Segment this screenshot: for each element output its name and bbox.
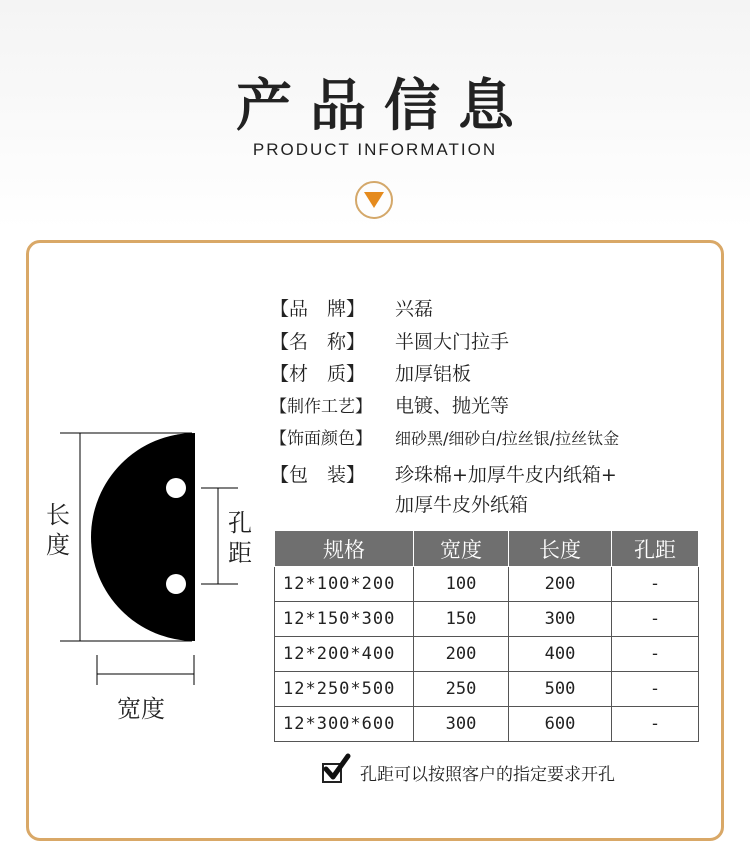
table-cell: 250 [414,672,509,707]
info-row-name [270,327,509,354]
table-row [275,567,699,602]
table-cell: 200 [414,637,509,672]
info-row-finish [270,424,619,449]
info-row-material [270,359,471,386]
length-label: 长度 [46,501,70,559]
hole-distance-label: 孔距 [228,509,252,567]
info-value: 细砂黑/细砂白/拉丝银/拉丝钛金 [395,429,620,448]
table-row [275,707,699,742]
table-cell: 600 [509,707,612,742]
table-cell: 100 [414,567,509,602]
table-cell: - [612,602,699,637]
info-row-packaging-cont [395,490,528,517]
table-cell: 200 [509,567,612,602]
column-header: 宽度 [414,531,509,567]
table-cell: 12*200*400 [275,637,414,672]
spec-table [274,530,699,742]
table-row [275,672,699,707]
info-label: 【材 质】 [270,363,366,385]
table-cell: 400 [509,637,612,672]
table-cell: 500 [509,672,612,707]
page-subtitle: PRODUCT INFORMATION [252,140,498,159]
info-row-packaging [270,460,617,487]
info-value: 半圆大门拉手 [395,331,510,353]
info-label: 【包 装】 [270,464,366,486]
column-header: 长度 [509,531,612,567]
table-cell: 12*100*200 [275,567,414,602]
table-cell: 300 [509,602,612,637]
table-cell: - [612,707,699,742]
column-header: 孔距 [612,531,699,567]
table-cell: - [612,637,699,672]
down-arrow-icon [355,181,393,219]
table-cell: 12*150*300 [275,602,414,637]
table-cell: 12*250*500 [275,672,414,707]
table-cell: 150 [414,602,509,637]
custom-hole-note [322,760,615,785]
info-value: 电镀、抛光等 [395,395,510,417]
table-cell: - [612,567,699,602]
info-value: 加厚牛皮外纸箱 [395,494,529,516]
table-row [275,602,699,637]
info-label: 【品 牌】 [270,298,366,320]
info-label: 【制作工艺】 [270,397,372,417]
checkmark-icon [322,763,342,783]
info-label: 【名 称】 [270,331,366,353]
info-value: 兴磊 [395,298,434,320]
note-text: 孔距可以按照客户的指定要求开孔 [360,765,615,785]
table-cell: - [612,672,699,707]
column-header: 规格 [275,531,414,567]
info-label: 【饰面颜色】 [270,429,372,449]
table-header-row [275,531,699,567]
info-value: 珍珠棉+加厚牛皮内纸箱+ [395,464,617,486]
table-row [275,637,699,672]
page-title: 产品信息 [236,74,532,139]
table-cell: 12*300*600 [275,707,414,742]
info-row-brand [270,294,433,321]
table-cell: 300 [414,707,509,742]
info-value: 加厚铝板 [395,363,472,385]
width-label: 宽度 [117,695,165,723]
info-row-process [270,391,509,418]
